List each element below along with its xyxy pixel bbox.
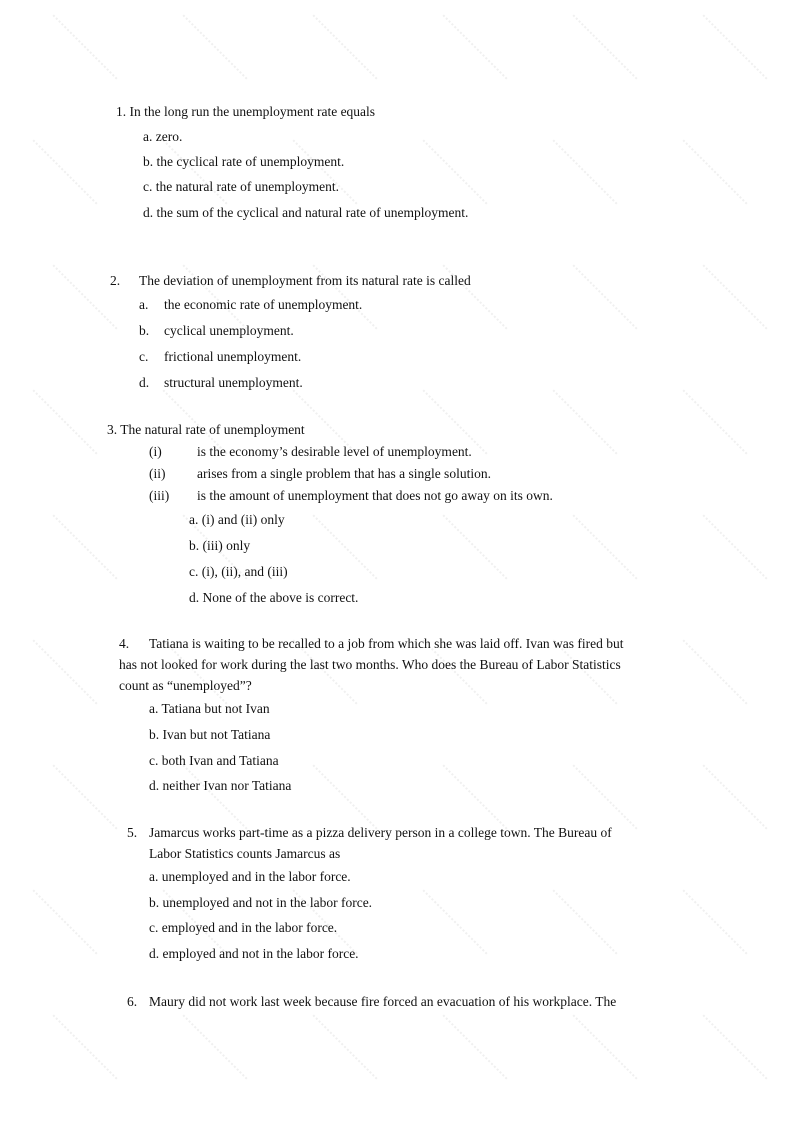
watermark-mark	[698, 1010, 772, 1084]
q6-line-1: Maury did not work last week because fire forced an evacuation of his workplace. The	[149, 994, 617, 1009]
q4-option-d: d. neither Ivan nor Tatiana	[149, 778, 292, 793]
q1-option-a: a. zero.	[143, 129, 183, 144]
watermark-mark	[308, 510, 382, 584]
watermark-mark	[288, 135, 362, 209]
watermark-mark	[158, 135, 232, 209]
watermark-mark	[418, 885, 492, 959]
watermark-mark	[568, 510, 642, 584]
q4-line-1: Tatiana is waiting to be recalled to a job from which she was laid off. Ivan was fired but	[149, 636, 624, 651]
watermark-mark	[48, 260, 122, 334]
q4-option-c: c. both Ivan and Tatiana	[149, 753, 279, 768]
watermark-mark	[308, 1010, 382, 1084]
watermark-mark	[28, 885, 102, 959]
q1-option-b: b. the cyclical rate of unemployment.	[143, 154, 345, 169]
watermark-mark	[48, 1010, 122, 1084]
q4-number: 4.	[119, 636, 130, 651]
q3-statement-ii-roman: (ii)	[149, 466, 166, 481]
watermark-mark	[438, 760, 512, 834]
watermark-mark	[698, 510, 772, 584]
q3-option-b: b. (iii) only	[189, 538, 251, 553]
q2-stem: The deviation of unemployment from its natural rate is called	[139, 273, 471, 288]
q3-option-d: d. None of the above is correct.	[189, 590, 359, 605]
q3-statement-iii-text: is the amount of unemployment that does not go away on its own.	[197, 488, 553, 503]
q2-option-a-text: the economic rate of unemployment.	[164, 297, 363, 312]
watermark-mark	[568, 10, 642, 84]
watermark-mark	[568, 760, 642, 834]
watermark-mark	[678, 385, 752, 459]
watermark-mark	[178, 10, 252, 84]
q3-statement-i-roman: (i)	[149, 444, 162, 459]
q5-line-1: Jamarcus works part-time as a pizza delivery person in a college town. The Bureau of	[149, 825, 612, 840]
q5-line-2: Labor Statistics counts Jamarcus as	[149, 846, 341, 861]
q4-option-b: b. Ivan but not Tatiana	[149, 727, 271, 742]
q1-option-d: d. the sum of the cyclical and natural rate of unemployment.	[143, 205, 469, 220]
q4-option-a: a. Tatiana but not Ivan	[149, 701, 270, 716]
watermark-mark	[678, 885, 752, 959]
watermark-mark	[698, 760, 772, 834]
q1-stem: 1. In the long run the unemployment rate equals	[116, 104, 376, 119]
q2-option-c-letter: c.	[139, 349, 149, 364]
watermark-mark	[28, 385, 102, 459]
q2-option-d-text: structural unemployment.	[164, 375, 303, 390]
q4-line-3: count as “unemployed”?	[119, 678, 252, 693]
watermark-mark	[48, 510, 122, 584]
q2-option-c-text: frictional unemployment.	[164, 349, 302, 364]
q2-option-a-letter: a.	[139, 297, 149, 312]
watermark-mark	[438, 510, 512, 584]
q3-statement-iii-roman: (iii)	[149, 488, 170, 503]
q5-option-b: b. unemployed and not in the labor force.	[149, 895, 373, 910]
q5-number: 5.	[127, 825, 138, 840]
q3-stem: 3. The natural rate of unemployment	[107, 422, 305, 437]
watermark-mark	[28, 135, 102, 209]
q6-number: 6.	[127, 994, 138, 1009]
q3-statement-i-text: is the economy’s desirable level of unemployment.	[197, 444, 472, 459]
watermark-mark	[548, 885, 622, 959]
watermark-mark	[568, 1010, 642, 1084]
watermark-mark	[48, 760, 122, 834]
q4-line-2: has not looked for work during the last two months. Who does the Bureau of Labor Statistics	[119, 657, 621, 672]
q1-option-c: c. the natural rate of unemployment.	[143, 179, 340, 194]
watermark-mark	[418, 135, 492, 209]
q3-option-c: c. (i), (ii), and (iii)	[189, 564, 288, 579]
q2-option-d-letter: d.	[139, 375, 150, 390]
watermark-mark	[28, 635, 102, 709]
watermark-mark	[308, 10, 382, 84]
watermark-mark	[678, 135, 752, 209]
q3-option-a: a. (i) and (ii) only	[189, 512, 285, 527]
watermark-mark	[438, 10, 512, 84]
watermark-mark	[178, 1010, 252, 1084]
q5-option-c: c. employed and in the labor force.	[149, 920, 338, 935]
watermark-mark	[698, 260, 772, 334]
watermark-mark	[438, 260, 512, 334]
q2-option-b-text: cyclical unemployment.	[164, 323, 294, 338]
q2-number: 2.	[110, 273, 121, 288]
watermark-mark	[548, 135, 622, 209]
watermark-mark	[48, 10, 122, 84]
watermark-mark	[678, 635, 752, 709]
watermark-mark	[568, 260, 642, 334]
q5-option-a: a. unemployed and in the labor force.	[149, 869, 351, 884]
watermark-mark	[308, 760, 382, 834]
watermark-mark	[548, 385, 622, 459]
q3-statement-ii-text: arises from a single problem that has a single solution.	[197, 466, 491, 481]
watermark-mark	[698, 10, 772, 84]
q2-option-b-letter: b.	[139, 323, 150, 338]
watermark-mark	[438, 1010, 512, 1084]
watermark-mark	[178, 760, 252, 834]
q5-option-d: d. employed and not in the labor force.	[149, 946, 359, 961]
